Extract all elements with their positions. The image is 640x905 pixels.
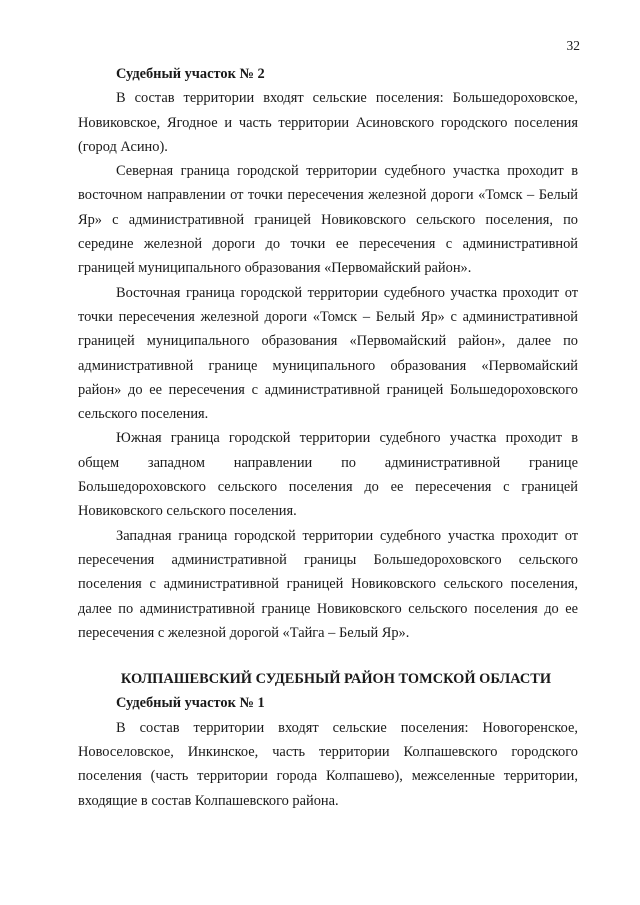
paragraph: Восточная граница городской территории судебного участка проходит от точки пересечения железной дороги «Томск – Белый Яр» с административной границей муниципального образования «Первомайский район», далее по административной границе муниципального образования «Первомайский район» до ее пересечения с административной границей Большедороховского сельского поселения. [78,284,578,423]
paragraph: В состав территории входят сельские поселения: Большедороховское, Новиковское, Ягодное и часть территории Асиновского городского поселения (город Асино). [78,90,578,155]
page-number: 32 [566,38,580,53]
paragraph: Западная граница городской территории судебного участка проходит от пересечения административной границы Большедороховского сельского поселения с административной границей Новиковского сельского поселения, далее по административной границе Новиковского сельского поселения до ее пересечения с железной дорогой «Тайга – Белый Яр». [78,527,578,641]
paragraph: В состав территории входят сельские поселения: Новогоренское, Новоселовское, Инкинское, часть территории Колпашевского городского поселения (часть территории города Колпашево), межселенные территории, входящие в состав Колпашевского района. [78,719,578,809]
district-title: КОЛПАШЕВСКИЙ СУДЕБНЫЙ РАЙОН ТОМСКОЙ ОБЛАСТИ [120,671,552,688]
section-heading: Судебный участок № 2 [116,66,265,82]
paragraph: Южная граница городской территории судебного участка проходит в общем западном направлении по административной границе Большедороховского сельского поселения до ее пересечения с границей Новиковского сельского поселения. [78,430,578,520]
document-body [78,62,578,813]
section-heading: Судебный участок № 1 [116,695,265,712]
paragraph: Северная граница городской территории судебного участка проходит в восточном направлении от точки пересечения железной дороги «Томск – Белый Яр» с административной границей Новиковского сельского поселения, по середине железной дороги до точки ее пересечения с административной границей муниципального образования «Первомайский район». [78,163,578,277]
